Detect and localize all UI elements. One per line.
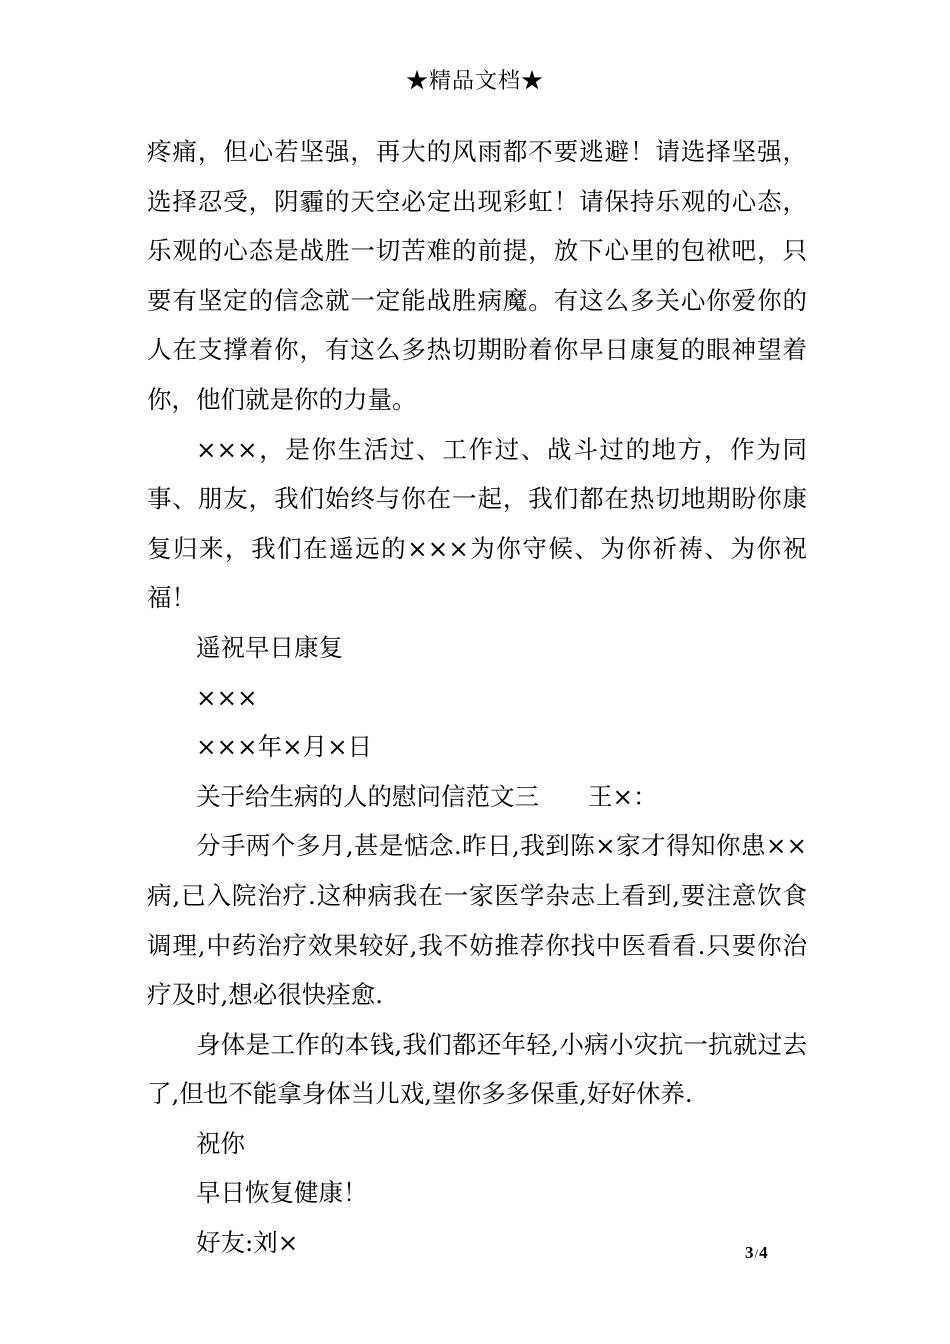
section-title: 关于给生病的人的慰问信范文三 王×： bbox=[196, 781, 658, 811]
letter-paragraph-continued: 疼痛，但心若坚强，再大的风雨都不要逃避！请选择坚强，选择忍受，阴霾的天空必定出现彩虹！请保持乐观的心态，乐观的心态是战胜一切苦难的前提，放下心里的包袱吧，只要有坚定的信念就一定能战胜病魔。有这么多关心你爱你的人在支撑着你，有这么多热切期盼着你早日康复的眼神望着你，他们就是你的力量。 bbox=[147, 137, 807, 414]
letter-closing-wish: 遥祝早日康复 bbox=[196, 632, 343, 662]
letter-sender: ××× bbox=[196, 682, 258, 712]
page-total: 4 bbox=[759, 1243, 768, 1262]
document-header-title: ★精品文档★ bbox=[405, 69, 544, 94]
letter-paragraph-colleagues: ×××，是你生活过、工作过、战斗过的地方，作为同事、朋友，我们始终与你在一起，我们都在热切地期盼你康复归来，我们在遥远的×××为你守候、为你祈祷、为你祝福！ bbox=[147, 434, 807, 613]
page-separator: / bbox=[754, 1246, 759, 1261]
letter-date: ×××年×月×日 bbox=[196, 732, 373, 762]
letter-signature: 好友:刘× bbox=[196, 1228, 299, 1258]
page-current: 3 bbox=[745, 1243, 754, 1262]
page-number bbox=[745, 1243, 768, 1263]
document-body bbox=[147, 127, 807, 1268]
letter-wish-line-1: 祝你 bbox=[196, 1128, 245, 1158]
letter-paragraph-health: 身体是工作的本钱,我们都还年轻,小病小灾抗一抗就过去了,但也不能拿身体当儿戏,望你多多保重,好好休养. bbox=[147, 1029, 807, 1109]
letter-paragraph-illness: 分手两个多月,甚是惦念.昨日,我到陈×家才得知你患××病,已入院治疗.这种病我在一家医学杂志上看到,要注意饮食调理,中药治疗效果较好,我不妨推荐你找中医看看.只要你治疗及时,想必很快痊愈. bbox=[147, 831, 807, 1010]
letter-wish-line-2: 早日恢复健康！ bbox=[196, 1178, 368, 1208]
